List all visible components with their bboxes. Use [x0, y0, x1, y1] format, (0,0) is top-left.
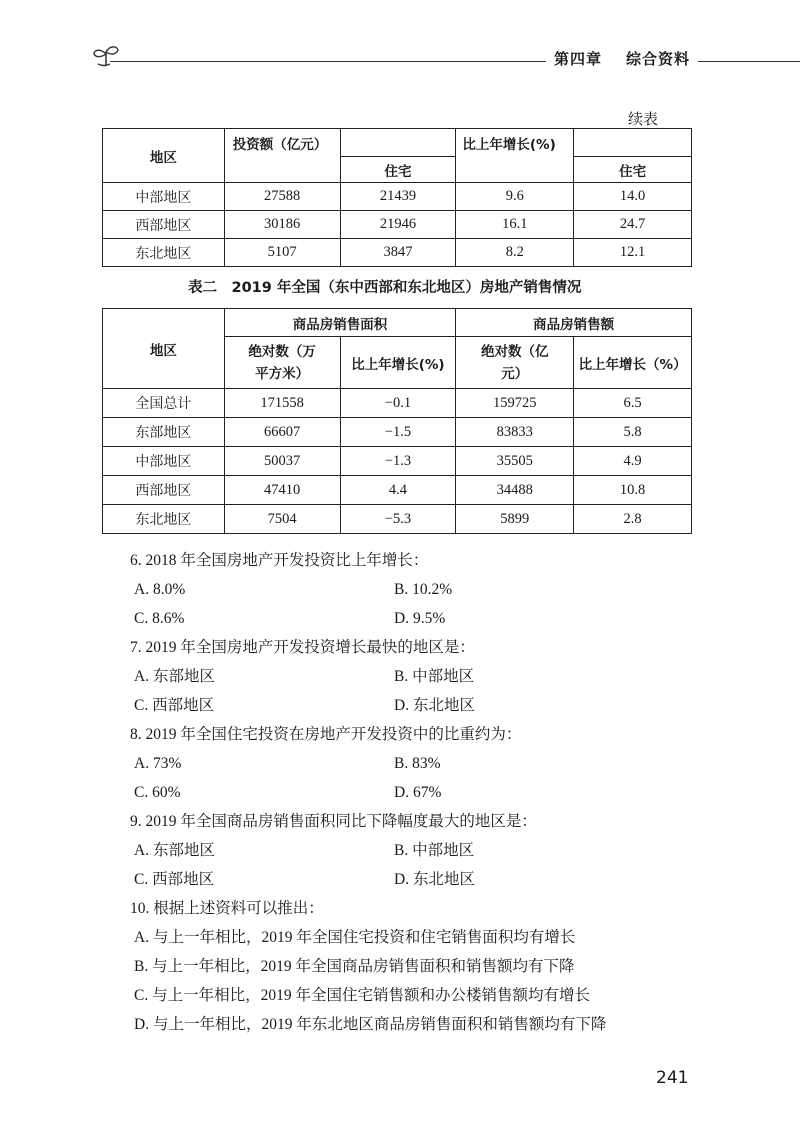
- sprout-icon: [88, 40, 124, 76]
- option-c[interactable]: C. 西部地区: [134, 871, 215, 888]
- option-c[interactable]: C. 8.6%: [134, 610, 185, 627]
- header-area-absolute: 绝对数（万平方米）: [224, 337, 340, 389]
- option-d[interactable]: D. 东北地区: [394, 697, 475, 714]
- investment-table: [102, 128, 692, 267]
- table-row: 东北地区 7504 −5.3 5899 2.8: [103, 505, 692, 534]
- option-b[interactable]: B. 中部地区: [394, 842, 475, 859]
- table2-title: 表二 2019 年全国（东中西部和东北地区）房地产销售情况: [188, 280, 582, 296]
- question-stem: 6. 2018 年全国房地产开发投资比上年增长：: [130, 552, 429, 569]
- option-a[interactable]: A. 与上一年相比，2019 年全国住宅投资和住宅销售面积均有增长: [134, 929, 576, 946]
- option-c[interactable]: C. 60%: [134, 784, 181, 801]
- header-housing: 住宅: [340, 157, 456, 183]
- option-d[interactable]: D. 与上一年相比，2019 年东北地区商品房销售面积和销售额均有下降: [134, 1016, 607, 1033]
- header-region: 地区: [103, 309, 225, 389]
- question-stem: 9. 2019 年全国商品房销售面积同比下降幅度最大的地区是：: [130, 813, 537, 830]
- table-row: 东部地区 66607 −1.5 83833 5.8: [103, 418, 692, 447]
- question-9: [130, 807, 730, 894]
- question-list: [130, 546, 730, 1039]
- table-row: 西部地区 30186 21946 16.1 24.7: [103, 211, 692, 239]
- header-growth-housing: 住宅: [574, 157, 692, 183]
- option-d[interactable]: D. 67%: [394, 784, 442, 801]
- header-growth: 比上年增长(%): [456, 129, 574, 157]
- header-investment: 投资额（亿元）: [224, 129, 340, 157]
- question-7: [130, 633, 730, 720]
- question-stem: 10. 根据上述资料可以推出：: [130, 900, 324, 917]
- question-stem: 8. 2019 年全国住宅投资在房地产开发投资中的比重约为：: [130, 726, 522, 743]
- chapter-title: [546, 48, 698, 69]
- question-8: [130, 720, 730, 807]
- header-sales-absolute: 绝对数（亿元）: [456, 337, 574, 389]
- question-6: [130, 546, 730, 633]
- chapter-number: 第四章: [554, 50, 603, 68]
- table-row: 全国总计 171558 −0.1 159725 6.5: [103, 389, 692, 418]
- continued-table-label: 续表: [628, 110, 659, 128]
- option-a[interactable]: A. 73%: [134, 755, 182, 772]
- page-number: 241: [656, 1068, 689, 1088]
- option-d[interactable]: D. 东北地区: [394, 871, 475, 888]
- option-c[interactable]: C. 与上一年相比，2019 年全国住宅销售额和办公楼销售额均有增长: [134, 987, 590, 1004]
- header-area-growth: 比上年增长(%): [340, 337, 456, 389]
- option-b[interactable]: B. 中部地区: [394, 668, 475, 685]
- table-row: 东北地区 5107 3847 8.2 12.1: [103, 239, 692, 267]
- sales-table: [102, 308, 692, 534]
- option-d[interactable]: D. 9.5%: [394, 610, 446, 627]
- option-b[interactable]: B. 与上一年相比，2019 年全国商品房销售面积和销售额均有下降: [134, 958, 575, 975]
- option-a[interactable]: A. 8.0%: [134, 581, 186, 598]
- table-row: 西部地区 47410 4.4 34488 10.8: [103, 476, 692, 505]
- table-row: 中部地区 50037 −1.3 35505 4.9: [103, 447, 692, 476]
- table-row: 中部地区 27588 21439 9.6 14.0: [103, 183, 692, 211]
- option-a[interactable]: A. 东部地区: [134, 668, 215, 685]
- header-sales-area: 商品房销售面积: [224, 309, 456, 337]
- option-b[interactable]: B. 83%: [394, 755, 441, 772]
- option-c[interactable]: C. 西部地区: [134, 697, 215, 714]
- option-a[interactable]: A. 东部地区: [134, 842, 215, 859]
- option-b[interactable]: B. 10.2%: [394, 581, 453, 598]
- header-sales-growth: 比上年增长（%）: [574, 337, 692, 389]
- page-header: [88, 40, 800, 80]
- header-region: 地区: [103, 129, 225, 183]
- header-sales-amount: 商品房销售额: [456, 309, 692, 337]
- question-stem: 7. 2019 年全国房地产开发投资增长最快的地区是：: [130, 639, 475, 656]
- section-name: 综合资料: [626, 50, 691, 68]
- question-10: [130, 894, 730, 1039]
